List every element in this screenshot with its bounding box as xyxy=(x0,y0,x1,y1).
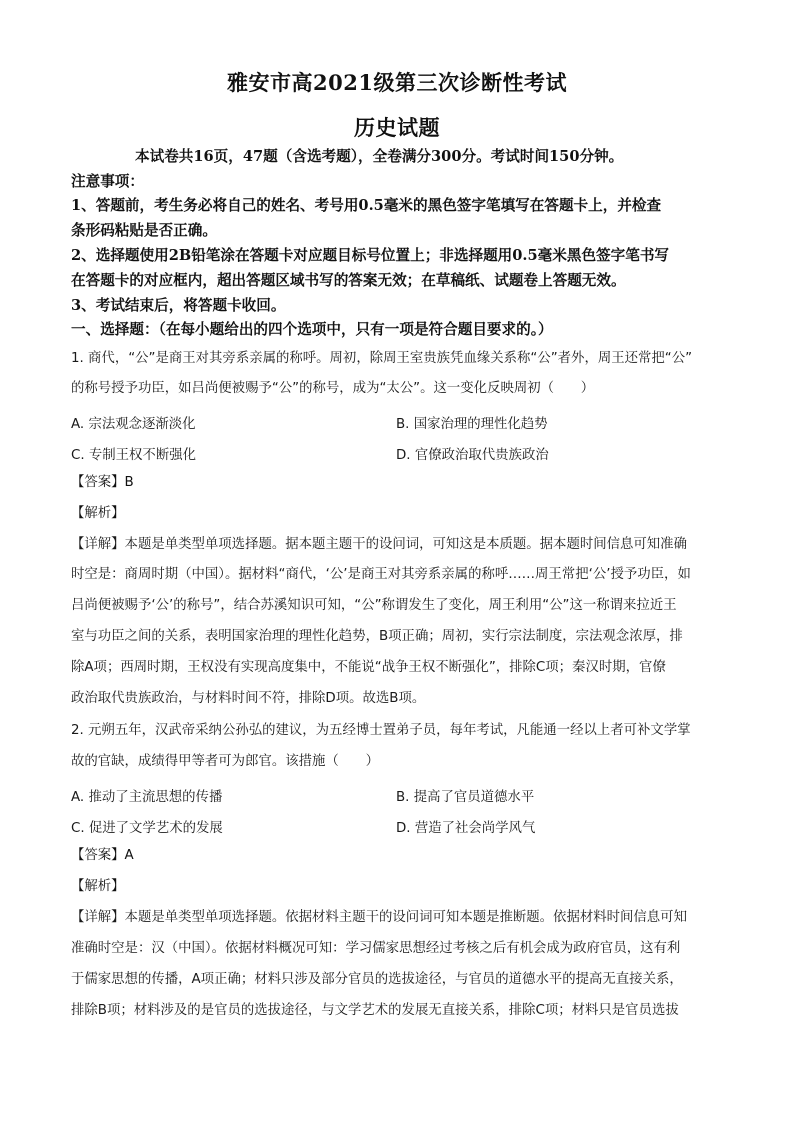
q2-stem-line-2: 故的官缺，成绩得甲等者可为郎官。该措施（ ） xyxy=(71,754,379,769)
q2-analysis-label: 【解析】 xyxy=(71,879,125,894)
notice-line-4: 在答题卡的对应框内，超出答题区域书写的答案无效；在草稿纸、试题卷上答题无效。 xyxy=(71,272,626,289)
q1-detail-line-4: 室与功臣之间的关系，表明国家治理的理性化趋势，B项正确；周初，实行宗法制度，宗法观念浓厚，排 xyxy=(71,629,683,644)
q1-answer: 【答案】B xyxy=(71,475,134,490)
notice-heading: 注意事项： xyxy=(71,173,144,190)
q1-detail-line-3: 吕尚便被赐予‘公’的称号”，结合苏溪知识可知，“公”称谓发生了变化，周王利用“公”这一称谓来拉近王 xyxy=(71,598,677,613)
q2-stem-line-1: 2. 元朔五年，汉武帝采纳公孙弘的建议，为五经博士置弟子员，每年考试，凡能通一经以上者可补文学掌 xyxy=(71,723,691,738)
q1-stem-line-2: 的称号授予功臣，如吕尚便被赐予“公”的称号，成为“太公”。这一变化反映周初（ ） xyxy=(71,381,595,396)
exam-intro: 本试卷共16页，47题（含选考题），全卷满分300分。考试时间150分钟。 xyxy=(135,148,624,165)
q1-option-b: B. 国家治理的理性化趋势 xyxy=(396,417,548,432)
notice-line-5: 3、考试结束后，将答题卡收回。 xyxy=(71,297,286,314)
exam-title: 雅安市高2021级第三次诊断性考试 xyxy=(227,70,567,95)
q1-stem-line-1: 1. 商代，“公”是商王对其旁系亲属的称呼。周初，除周王室贵族凭血缘关系称“公”者外，周王还常把“公” xyxy=(71,351,693,366)
q1-detail-line-1: 【详解】本题是单类型单项选择题。据本题主题干的设问词，可知这是本质题。据本题时间信息可知准确 xyxy=(71,537,687,552)
notice-line-1: 1、答题前，考生务必将自己的姓名、考号用0.5毫米的黑色签字笔填写在答题卡上，并检查 xyxy=(71,197,662,214)
q2-detail-line-4: 排除B项；材料涉及的是官员的选拔途径，与文学艺术的发展无直接关系，排除C项；材料只是官员选拔 xyxy=(71,1003,679,1018)
q1-analysis-label: 【解析】 xyxy=(71,506,125,521)
section-heading: 一、选择题：（在每小题给出的四个选项中，只有一项是符合题目要求的。） xyxy=(71,321,553,338)
q2-option-d: D. 营造了社会尚学风气 xyxy=(396,821,536,836)
q2-option-a: A. 推动了主流思想的传播 xyxy=(71,790,223,805)
q2-answer: 【答案】A xyxy=(71,848,134,863)
q2-detail-line-3: 于儒家思想的传播，A项正确；材料只涉及部分官员的选拔途径，与官员的道德水平的提高无直接关系， xyxy=(71,972,683,987)
q2-detail-line-2: 准确时空是：汉（中国）。依据材料概况可知：学习儒家思想经过考核之后有机会成为政府官员，这有利 xyxy=(71,941,681,956)
q2-option-c: C. 促进了文学艺术的发展 xyxy=(71,821,223,836)
notice-line-2: 条形码粘贴是否正确。 xyxy=(71,222,217,239)
notice-line-3: 2、选择题使用2B铅笔涂在答题卡对应题目标号位置上；非选择题用0.5毫米黑色签字笔书写 xyxy=(71,247,670,264)
subject-title: 历史试题 xyxy=(354,115,440,140)
q1-detail-line-5: 除A项；西周时期，王权没有实现高度集中，不能说“战争王权不断强化”，排除C项；秦汉时期，官僚 xyxy=(71,660,666,675)
q1-detail-line-2: 时空是：商周时期（中国）。据材料“商代，‘公’是商王对其旁系亲属的称呼……周王常把‘公’授予功臣，如 xyxy=(71,567,691,582)
q2-option-b: B. 提高了官员道德水平 xyxy=(396,790,535,805)
q1-option-a: A. 宗法观念逐渐淡化 xyxy=(71,417,196,432)
q2-detail-line-1: 【详解】本题是单类型单项选择题。依据材料主题干的设问词可知本题是推断题。依据材料时间信息可知 xyxy=(71,910,687,925)
q1-option-c: C. 专制王权不断强化 xyxy=(71,448,196,463)
q1-detail-line-6: 政治取代贵族政治，与材料时间不符，排除D项。故选B项。 xyxy=(71,691,426,706)
q1-option-d: D. 官僚政治取代贵族政治 xyxy=(396,448,549,463)
